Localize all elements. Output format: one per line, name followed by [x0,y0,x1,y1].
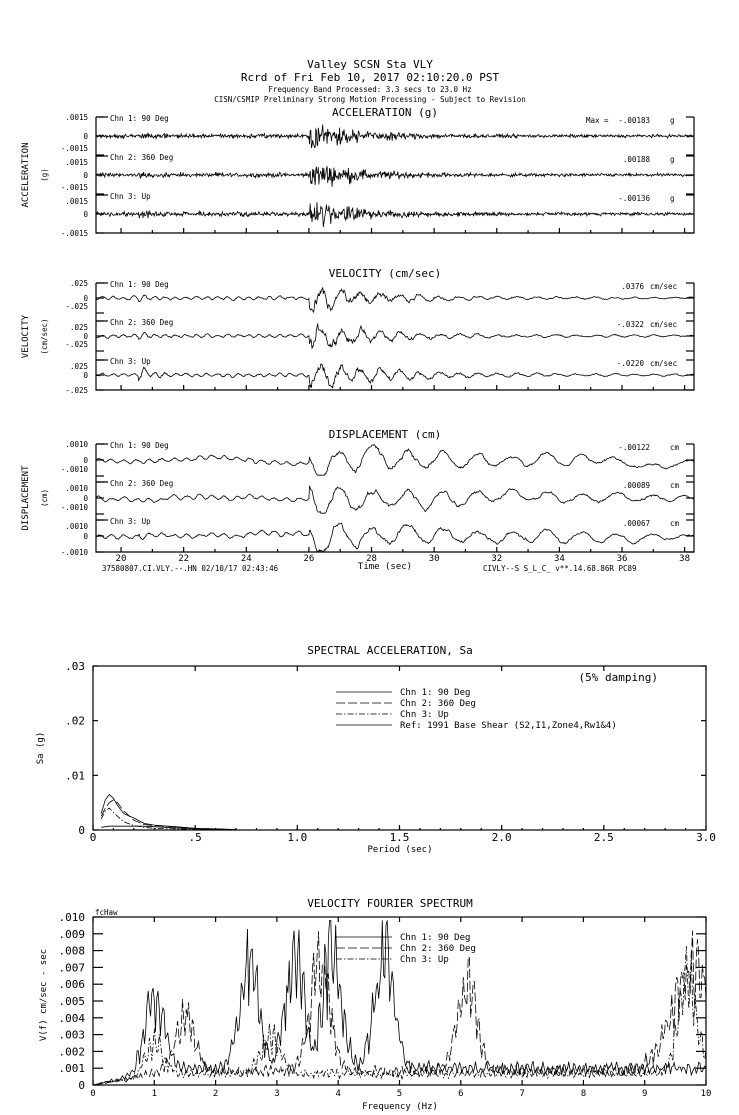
header [214,58,526,104]
fs-xtick-label: 1 [151,1089,158,1099]
channel-trace [96,125,693,149]
fs-ytick-label: .006 [58,978,85,992]
sa-ytick-label: 0 [78,824,85,837]
fs-corner-label: fcHaw [95,908,118,917]
fourier-spectrum-plot [39,897,711,1112]
sa-xtick-label: 3.0 [696,831,716,844]
fs-xtick-label: 5 [396,1089,403,1099]
sa-legend-label: Chn 3: Up [400,710,449,720]
ytick-label-bottom: -.025 [65,302,88,311]
channel-unit: cm/sec [650,282,678,291]
channel-max-value: -.0322 [616,320,644,329]
max-prefix: Max = [586,116,609,125]
time-tick-label: 36 [616,554,628,564]
channel-unit: g [670,155,675,164]
group-title: ACCELERATION (g) [332,106,438,119]
group-ylabel: ACCELERATION [21,142,31,208]
time-history-plots [21,106,694,564]
time-tick-label: 28 [366,554,377,564]
footer-left: 37580807.CI.VLY.--.HN 02/10/17 02:43:46 [102,564,279,573]
fs-ytick-label: .009 [58,927,85,941]
channel-label: Chn 1: 90 Deg [110,441,169,450]
ytick-label-top: .0015 [65,158,88,167]
fs-xtick-label: 9 [641,1089,648,1099]
ytick-label-top: .0010 [65,522,88,531]
group-title: DISPLACEMENT (cm) [328,428,442,441]
ytick-label-zero: 0 [83,456,88,465]
fs-series-line [94,946,706,1085]
fs-xtick-label: 2 [212,1089,219,1099]
time-tick-label: 24 [240,554,252,564]
channel-trace [96,486,693,513]
fs-xlabel: Frequency (Hz) [362,1102,438,1112]
channel-max-value: .0376 [621,282,644,291]
ytick-label-bottom: -.0015 [60,144,88,153]
ytick-label-top: .025 [69,279,88,288]
ytick-label-zero: 0 [83,171,88,180]
fs-xtick-label: 6 [458,1089,464,1099]
sa-xtick-label: 2.5 [593,831,614,844]
fs-ytick-label: .010 [58,911,85,924]
channel-max-value: -.00136 [618,194,650,203]
sa-ytick-label: .03 [65,660,85,673]
channel-unit: cm/sec [650,359,678,368]
channel-trace [96,364,693,388]
ytick-label-zero: 0 [83,532,88,541]
spectral-acceleration-plot [36,644,716,855]
fs-ylabel: V(f) cm/sec - sec [39,948,49,1042]
fs-ytick-label: .005 [58,995,85,1008]
ytick-label-zero: 0 [83,332,88,341]
channel-max-value: .00188 [622,155,650,164]
ytick-label-bottom: -.0010 [60,548,88,557]
group-yunit: (cm/sec) [40,318,49,355]
time-axis-label: Time (sec) [357,562,413,572]
fs-legend-label: Chn 1: 90 Deg [400,933,471,943]
footer-right: CIVLY--S S_L_C_ v**.14.68.86R PC89 [483,564,637,573]
sa-xtick-label: 2.0 [491,831,512,844]
ytick-label-zero: 0 [83,132,88,141]
sa-series-line [101,800,236,830]
fs-ytick-label: .002 [58,1045,85,1059]
ytick-label-top: .025 [69,323,88,332]
channel-trace [96,166,693,187]
sa-series-line [101,795,236,830]
sa-xtick-label: 0 [89,831,97,844]
ytick-label-bottom: -.025 [65,386,88,395]
channel-label: Chn 1: 90 Deg [110,280,169,289]
fs-ytick-label: .008 [58,944,85,958]
ytick-label-top: .025 [69,362,88,371]
time-tick-label: 38 [679,554,691,564]
header-station: Valley SCSN Sta VLY [307,58,433,71]
fs-legend-label: Chn 3: Up [400,955,449,965]
channel-label: Chn 3: Up [110,517,151,526]
channel-label: Chn 3: Up [110,192,151,201]
fs-ytick-label: .001 [58,1062,85,1076]
channel-trace [96,202,693,227]
time-tick-label: 32 [491,554,503,564]
fs-xtick-label: 7 [519,1089,525,1099]
fs-ytick-label: .007 [58,961,85,975]
fs-xtick-label: 10 [700,1089,712,1099]
channel-unit: cm [670,519,680,528]
sa-xtick-label: 1.0 [287,831,308,844]
group-ylabel: DISPLACEMENT [21,465,31,531]
fs-xtick-label: 8 [580,1089,587,1099]
time-tick-label: 34 [553,554,565,564]
channel-unit: g [670,194,675,203]
channel-label: Chn 2: 360 Deg [110,479,174,488]
group-title: VELOCITY (cm/sec) [328,267,442,280]
sa-damping-note: (5% damping) [578,671,658,684]
ytick-label-top: .0015 [65,113,88,122]
fs-xtick-label: 4 [335,1089,341,1099]
group-yunit: (cm) [40,488,49,508]
group-ylabel: VELOCITY [21,314,31,359]
ytick-label-bottom: -.0015 [60,183,88,192]
channel-max-value: -.00122 [618,443,650,452]
channel-trace [96,324,693,349]
ytick-label-zero: 0 [83,371,88,380]
channel-label: Chn 3: Up [110,357,151,366]
time-tick-label: 22 [178,554,190,564]
sa-ytick-label: .02 [65,714,85,728]
fs-title: VELOCITY FOURIER SPECTRUM [307,897,473,910]
sa-legend-label: Chn 2: 360 Deg [400,699,476,709]
channel-label: Chn 1: 90 Deg [110,114,169,123]
ytick-label-bottom: -.0010 [60,503,88,512]
channel-trace [96,287,693,312]
sa-title: SPECTRAL ACCELERATION, Sa [307,644,473,657]
fs-xtick-label: 3 [274,1089,280,1099]
ytick-label-zero: 0 [83,494,88,503]
channel-unit: g [670,116,675,125]
sa-ytick-label: .01 [65,769,85,783]
time-tick-label: 26 [303,554,315,564]
time-tick-label: 20 [115,554,127,564]
ytick-label-top: .0010 [65,484,88,493]
fs-ytick-label: .003 [58,1028,85,1042]
ytick-label-top: .0010 [65,440,88,449]
fs-xtick-label: 0 [90,1089,96,1099]
ytick-label-bottom: -.025 [65,340,88,349]
header-disclaimer: CISN/CSMIP Preliminary Strong Motion Processing - Subject to Revision [214,95,526,104]
ytick-label-zero: 0 [83,294,88,303]
channel-max-value: .00089 [622,481,650,490]
sa-ylabel: Sa (g) [36,731,46,765]
fs-ytick-label: 0 [78,1079,85,1092]
acceleration-group [21,106,694,238]
ytick-label-bottom: -.0010 [60,465,88,474]
sa-xtick-label: 1.5 [389,831,410,844]
sa-xtick-label: .5 [188,831,202,844]
fs-ytick-label: .004 [58,1011,85,1025]
channel-unit: cm/sec [650,320,678,329]
fs-legend-label: Chn 2: 360 Deg [400,944,476,954]
group-yunit: (g) [40,168,49,182]
time-tick-label: 30 [428,554,440,564]
channel-max-value: -.0220 [616,359,644,368]
ytick-label-zero: 0 [83,210,88,219]
channel-trace [96,523,693,551]
displacement-group [21,428,694,564]
channel-unit: cm [670,443,680,452]
ytick-label-bottom: -.0015 [60,229,88,238]
header-record: Rcrd of Fri Feb 10, 2017 02:10:20.0 PST [240,71,500,84]
velocity-group [21,267,694,395]
ytick-label-top: .0015 [65,197,88,206]
sa-xlabel: Period (sec) [367,845,433,855]
channel-label: Chn 2: 360 Deg [110,153,174,162]
header-band: Frequency Band Processed: 3.3 secs to 23.0 Hz [268,85,472,94]
channel-label: Chn 2: 360 Deg [110,318,174,327]
sa-legend-label: Chn 1: 90 Deg [400,688,471,698]
channel-max-value: -.00183 [618,116,650,125]
sa-legend-label: Ref: 1991 Base Shear (S2,I1,Zone4,Rw1&4) [400,721,617,731]
channel-trace [96,445,693,475]
channel-max-value: .00067 [622,519,650,528]
channel-unit: cm [670,481,680,490]
